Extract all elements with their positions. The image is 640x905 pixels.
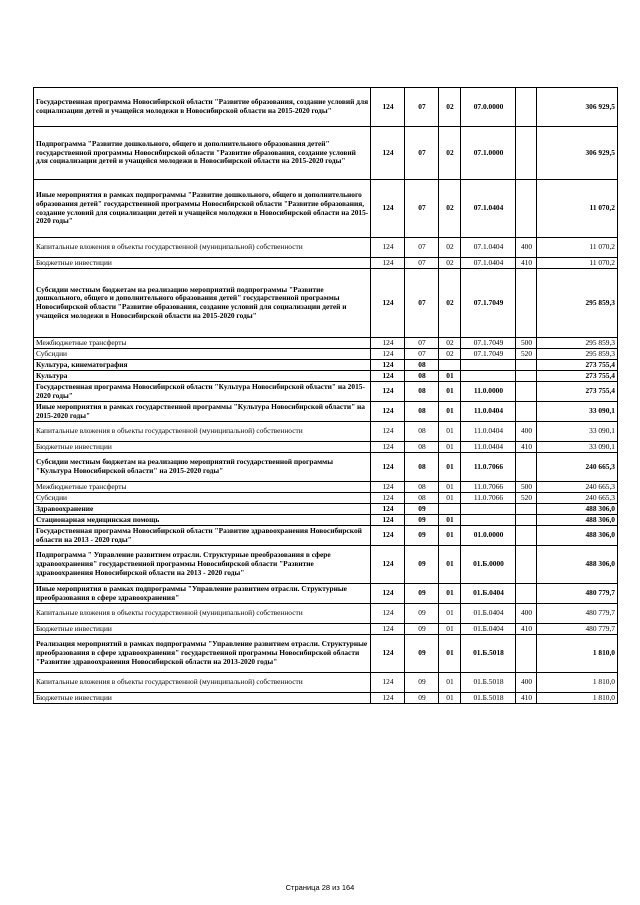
cell-pr: 02 xyxy=(439,180,461,238)
cell-grbs: 124 xyxy=(371,673,405,693)
cell-csr xyxy=(461,360,516,371)
table-row xyxy=(34,180,618,238)
cell-rz: 08 xyxy=(405,360,439,371)
cell-rz: 09 xyxy=(405,526,439,546)
cell-grbs: 124 xyxy=(371,515,405,526)
cell-rz: 09 xyxy=(405,604,439,624)
cell-sum: 273 755,4 xyxy=(537,382,618,402)
cell-rz: 07 xyxy=(405,238,439,258)
cell-vr: 520 xyxy=(516,493,537,504)
table-row xyxy=(34,238,618,258)
cell-pr: 01 xyxy=(439,635,461,673)
cell-sum: 480 779,7 xyxy=(537,584,618,604)
cell-grbs: 124 xyxy=(371,526,405,546)
cell-vr: 410 xyxy=(516,442,537,453)
cell-csr: 11.0.0404 xyxy=(461,442,516,453)
cell-csr: 01.0.0000 xyxy=(461,526,516,546)
cell-csr: 01.Б.5018 xyxy=(461,635,516,673)
cell-vr: 400 xyxy=(516,422,537,442)
table-row xyxy=(34,693,618,704)
cell-grbs: 124 xyxy=(371,338,405,349)
cell-vr xyxy=(516,515,537,526)
cell-name: Субсидии xyxy=(34,349,371,360)
cell-name: Иные мероприятия в рамках подпрограммы "Управление развитием отрасли. Структурные преобразования в сфере здравоохранения" xyxy=(34,584,371,604)
table-row xyxy=(34,493,618,504)
cell-rz: 07 xyxy=(405,258,439,269)
table-row xyxy=(34,604,618,624)
cell-vr: 410 xyxy=(516,258,537,269)
cell-grbs: 124 xyxy=(371,269,405,338)
cell-rz: 08 xyxy=(405,382,439,402)
cell-name: Государственная программа Новосибирской области "Развитие здравоохранения Новосибирской области на 2013 - 2020 годы" xyxy=(34,526,371,546)
cell-pr: 01 xyxy=(439,604,461,624)
cell-grbs: 124 xyxy=(371,422,405,442)
cell-vr xyxy=(516,269,537,338)
cell-csr xyxy=(461,504,516,515)
cell-rz: 09 xyxy=(405,515,439,526)
cell-csr: 01.Б.0404 xyxy=(461,584,516,604)
cell-name: Иные мероприятия в рамках подпрограммы "Развитие дошкольного, общего и дополнительного образования детей" государственной программы Новосибирской области "Развитие образования, создание условий для социализации детей и учащейся молодежи в Новосибирской области на 2015-2020 годы" xyxy=(34,180,371,238)
cell-sum: 11 070,2 xyxy=(537,238,618,258)
cell-pr: 02 xyxy=(439,269,461,338)
cell-vr xyxy=(516,180,537,238)
table-row xyxy=(34,624,618,635)
cell-vr xyxy=(516,402,537,422)
cell-rz: 09 xyxy=(405,693,439,704)
cell-pr: 02 xyxy=(439,238,461,258)
cell-sum: 240 665,3 xyxy=(537,493,618,504)
table-row xyxy=(34,402,618,422)
cell-grbs: 124 xyxy=(371,382,405,402)
cell-grbs: 124 xyxy=(371,238,405,258)
cell-pr: 02 xyxy=(439,127,461,180)
cell-csr: 11.0.0404 xyxy=(461,422,516,442)
table-row xyxy=(34,504,618,515)
cell-pr: 01 xyxy=(439,624,461,635)
cell-sum: 1 810,0 xyxy=(537,635,618,673)
cell-name: Капитальные вложения в объекты государственной (муниципальной) собственности xyxy=(34,673,371,693)
cell-csr xyxy=(461,371,516,382)
cell-csr: 11.0.7066 xyxy=(461,482,516,493)
cell-rz: 09 xyxy=(405,635,439,673)
cell-pr: 01 xyxy=(439,693,461,704)
cell-vr xyxy=(516,382,537,402)
cell-name: Капитальные вложения в объекты государственной (муниципальной) собственности xyxy=(34,604,371,624)
cell-sum: 33 090,1 xyxy=(537,422,618,442)
cell-sum: 488 306,0 xyxy=(537,504,618,515)
table-row xyxy=(34,673,618,693)
cell-sum: 273 755,4 xyxy=(537,371,618,382)
cell-rz: 07 xyxy=(405,180,439,238)
cell-csr: 07.1.0000 xyxy=(461,127,516,180)
cell-name: Бюджетные инвестиции xyxy=(34,442,371,453)
cell-sum: 306 929,5 xyxy=(537,88,618,127)
cell-csr: 07.1.0404 xyxy=(461,258,516,269)
cell-csr: 11.0.0000 xyxy=(461,382,516,402)
cell-name: Субсидии xyxy=(34,493,371,504)
cell-rz: 09 xyxy=(405,624,439,635)
table-row xyxy=(34,258,618,269)
table-row xyxy=(34,269,618,338)
cell-sum: 480 779,7 xyxy=(537,624,618,635)
cell-csr: 07.1.0404 xyxy=(461,180,516,238)
cell-pr: 01 xyxy=(439,584,461,604)
cell-csr: 07.1.7049 xyxy=(461,338,516,349)
cell-rz: 07 xyxy=(405,269,439,338)
cell-name: Бюджетные инвестиции xyxy=(34,624,371,635)
cell-grbs: 124 xyxy=(371,127,405,180)
cell-sum: 33 090,1 xyxy=(537,402,618,422)
cell-grbs: 124 xyxy=(371,482,405,493)
cell-vr xyxy=(516,635,537,673)
cell-name: Государственная программа Новосибирской области "Культура Новосибирской области" на 2015-2020 годы" xyxy=(34,382,371,402)
cell-sum: 488 306,0 xyxy=(537,546,618,584)
budget-table xyxy=(33,87,618,704)
table-row xyxy=(34,515,618,526)
cell-rz: 08 xyxy=(405,482,439,493)
cell-pr: 01 xyxy=(439,371,461,382)
cell-sum: 480 779,7 xyxy=(537,604,618,624)
cell-vr: 500 xyxy=(516,482,537,493)
cell-name: Бюджетные инвестиции xyxy=(34,258,371,269)
cell-sum: 11 070,2 xyxy=(537,258,618,269)
cell-rz: 07 xyxy=(405,88,439,127)
cell-sum: 11 070,2 xyxy=(537,180,618,238)
cell-grbs: 124 xyxy=(371,504,405,515)
cell-rz: 08 xyxy=(405,371,439,382)
cell-rz: 09 xyxy=(405,673,439,693)
cell-name: Бюджетные инвестиции xyxy=(34,693,371,704)
cell-sum: 488 306,0 xyxy=(537,526,618,546)
cell-rz: 09 xyxy=(405,504,439,515)
cell-grbs: 124 xyxy=(371,604,405,624)
cell-vr xyxy=(516,584,537,604)
cell-name: Иные мероприятия в рамках государственной программы "Культура Новосибирской области" на 2015-2020 годы" xyxy=(34,402,371,422)
cell-csr: 11.0.7066 xyxy=(461,493,516,504)
cell-vr: 400 xyxy=(516,238,537,258)
cell-name: Культура, кинематография xyxy=(34,360,371,371)
cell-grbs: 124 xyxy=(371,360,405,371)
cell-pr xyxy=(439,360,461,371)
cell-rz: 08 xyxy=(405,442,439,453)
cell-vr xyxy=(516,360,537,371)
cell-grbs: 124 xyxy=(371,546,405,584)
cell-pr xyxy=(439,504,461,515)
cell-name: Стационарная медицинская помощь xyxy=(34,515,371,526)
cell-sum: 240 665,3 xyxy=(537,453,618,482)
cell-grbs: 124 xyxy=(371,584,405,604)
cell-rz: 09 xyxy=(405,546,439,584)
cell-csr xyxy=(461,515,516,526)
cell-vr xyxy=(516,88,537,127)
cell-rz: 07 xyxy=(405,127,439,180)
cell-pr: 01 xyxy=(439,546,461,584)
cell-grbs: 124 xyxy=(371,693,405,704)
cell-vr: 410 xyxy=(516,624,537,635)
cell-sum: 1 810,0 xyxy=(537,673,618,693)
table-row xyxy=(34,127,618,180)
cell-rz: 08 xyxy=(405,422,439,442)
table-row xyxy=(34,349,618,360)
cell-sum: 488 306,0 xyxy=(537,515,618,526)
cell-rz: 07 xyxy=(405,349,439,360)
cell-grbs: 124 xyxy=(371,371,405,382)
cell-vr: 500 xyxy=(516,338,537,349)
table-row xyxy=(34,584,618,604)
cell-name: Подпрограмма " Управление развитием отрасли. Структурные преобразования в сфере здравоохранения" государственной программы Новосибирской области "Развитие здравоохранения Новосибирской области на 2013 - 2020 годы" xyxy=(34,546,371,584)
cell-vr: 410 xyxy=(516,693,537,704)
cell-vr: 400 xyxy=(516,604,537,624)
cell-sum: 295 859,3 xyxy=(537,349,618,360)
cell-name: Субсидии местным бюджетам на реализацию мероприятий подпрограммы "Развитие дошкольного, общего и дополнительного образования детей" государственной программы Новосибирской области "Развитие образования, создание условий для социализации детей и учащейся молодежи в Новосибирской области на 2015-2020 годы" xyxy=(34,269,371,338)
cell-grbs: 124 xyxy=(371,442,405,453)
cell-pr: 01 xyxy=(439,382,461,402)
cell-grbs: 124 xyxy=(371,349,405,360)
cell-csr: 01.Б.0000 xyxy=(461,546,516,584)
cell-grbs: 124 xyxy=(371,180,405,238)
cell-rz: 07 xyxy=(405,338,439,349)
cell-csr: 07.0.0000 xyxy=(461,88,516,127)
cell-name: Субсидии местным бюджетам на реализацию мероприятий государственной программы "Культура Новосибирской области" на 2015-2020 годы" xyxy=(34,453,371,482)
cell-name: Культура xyxy=(34,371,371,382)
cell-name: Подпрограмма "Развитие дошкольного, общего и дополнительного образования детей" государственной программы Новосибирской области "Развитие образования, создание условий для социализации детей и учащейся молодежи в Новосибирской области на 2015-2020 годы" xyxy=(34,127,371,180)
cell-vr xyxy=(516,453,537,482)
cell-csr: 01.Б.0404 xyxy=(461,604,516,624)
cell-grbs: 124 xyxy=(371,453,405,482)
cell-grbs: 124 xyxy=(371,624,405,635)
cell-sum: 295 859,3 xyxy=(537,338,618,349)
cell-sum: 306 929,5 xyxy=(537,127,618,180)
cell-pr: 02 xyxy=(439,338,461,349)
table-row xyxy=(34,371,618,382)
cell-name: Здравоохранение xyxy=(34,504,371,515)
cell-vr: 520 xyxy=(516,349,537,360)
table-row xyxy=(34,453,618,482)
cell-pr: 01 xyxy=(439,453,461,482)
cell-csr: 01.Б.5018 xyxy=(461,673,516,693)
cell-vr xyxy=(516,546,537,584)
table-row xyxy=(34,546,618,584)
table-row xyxy=(34,88,618,127)
cell-csr: 07.1.7049 xyxy=(461,269,516,338)
cell-csr: 11.0.0404 xyxy=(461,402,516,422)
cell-pr: 01 xyxy=(439,493,461,504)
cell-pr: 01 xyxy=(439,402,461,422)
cell-sum: 273 755,4 xyxy=(537,360,618,371)
cell-vr: 400 xyxy=(516,673,537,693)
cell-vr xyxy=(516,504,537,515)
cell-name: Капитальные вложения в объекты государственной (муниципальной) собственности xyxy=(34,422,371,442)
cell-name: Межбюджетные трансферты xyxy=(34,482,371,493)
cell-grbs: 124 xyxy=(371,88,405,127)
page-number: Страница 28 из 164 xyxy=(285,883,355,892)
cell-csr: 07.1.0404 xyxy=(461,238,516,258)
cell-csr: 11.0.7066 xyxy=(461,453,516,482)
cell-pr: 01 xyxy=(439,442,461,453)
cell-vr xyxy=(516,371,537,382)
cell-name: Капитальные вложения в объекты государственной (муниципальной) собственности xyxy=(34,238,371,258)
cell-pr: 01 xyxy=(439,422,461,442)
table-row xyxy=(34,482,618,493)
table-row xyxy=(34,338,618,349)
cell-pr: 01 xyxy=(439,673,461,693)
table-row xyxy=(34,526,618,546)
cell-vr xyxy=(516,127,537,180)
cell-grbs: 124 xyxy=(371,635,405,673)
table-row xyxy=(34,382,618,402)
cell-pr: 01 xyxy=(439,515,461,526)
cell-grbs: 124 xyxy=(371,258,405,269)
cell-name: Межбюджетные трансферты xyxy=(34,338,371,349)
cell-pr: 01 xyxy=(439,482,461,493)
cell-sum: 295 859,3 xyxy=(537,269,618,338)
cell-grbs: 124 xyxy=(371,402,405,422)
cell-pr: 02 xyxy=(439,258,461,269)
cell-pr: 01 xyxy=(439,526,461,546)
cell-pr: 02 xyxy=(439,349,461,360)
cell-pr: 02 xyxy=(439,88,461,127)
cell-rz: 09 xyxy=(405,584,439,604)
table-row xyxy=(34,360,618,371)
cell-name: Государственная программа Новосибирской области "Развитие образования, создание условий для социализации детей и учащейся молодежи в Новосибирской области на 2015-2020 годы" xyxy=(34,88,371,127)
cell-vr xyxy=(516,526,537,546)
cell-sum: 240 665,3 xyxy=(537,482,618,493)
cell-csr: 07.1.7049 xyxy=(461,349,516,360)
cell-csr: 01.Б.5018 xyxy=(461,693,516,704)
table-row xyxy=(34,442,618,453)
table-row xyxy=(34,422,618,442)
cell-sum: 33 090,1 xyxy=(537,442,618,453)
cell-name: Реализация мероприятий в рамках подпрограммы "Управление развитием отрасли. Структурные преобразования в сфере здравоохранения" государственной программы Новосибирской области "Развитие здравоохранения Новосибирской области на 2013-2020 годы" xyxy=(34,635,371,673)
cell-csr: 01.Б.0404 xyxy=(461,624,516,635)
cell-rz: 08 xyxy=(405,453,439,482)
cell-rz: 08 xyxy=(405,402,439,422)
cell-grbs: 124 xyxy=(371,493,405,504)
cell-sum: 1 810,0 xyxy=(537,693,618,704)
cell-rz: 08 xyxy=(405,493,439,504)
table-row xyxy=(34,635,618,673)
